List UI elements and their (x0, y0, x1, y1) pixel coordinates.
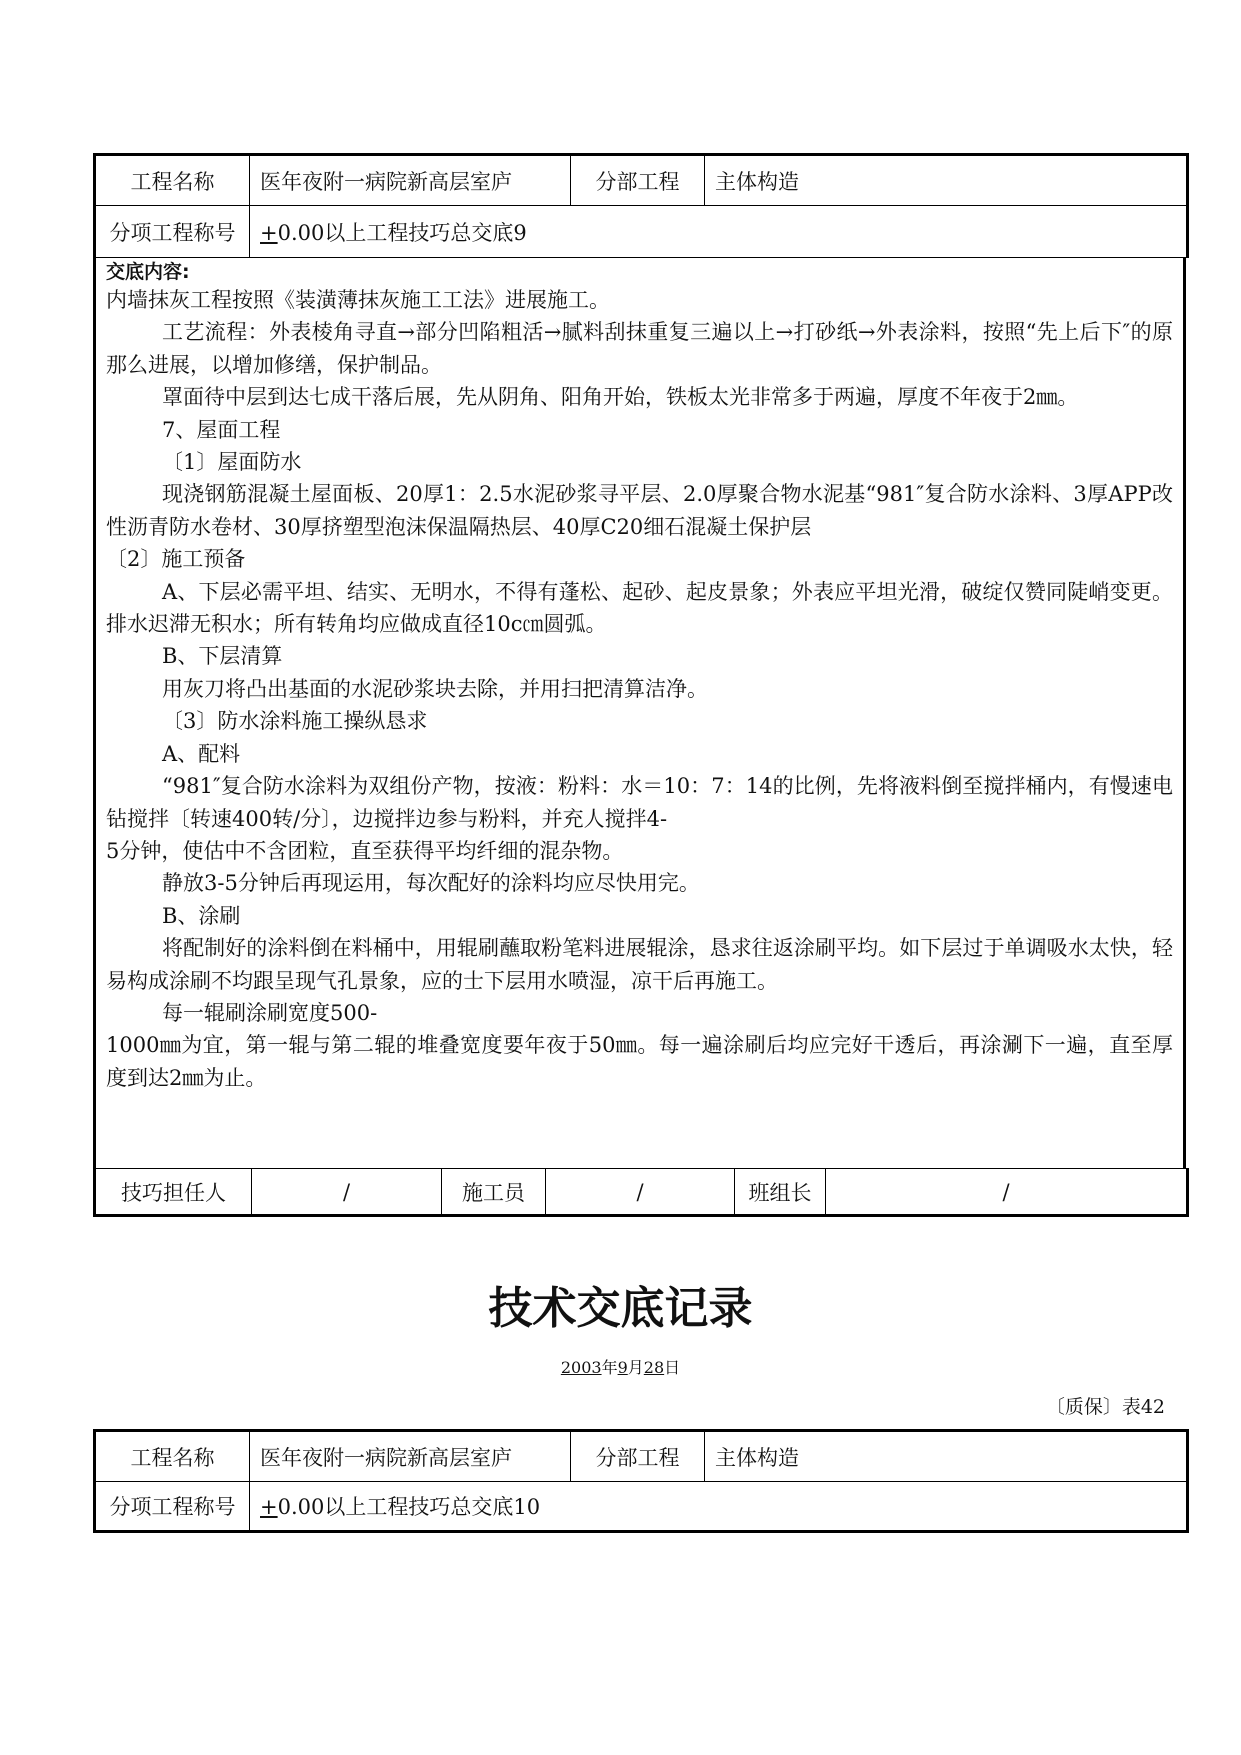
project-name-label: 工程名称 (95, 155, 250, 206)
subitem-text: 0.00以上工程技巧总交底10 (277, 1495, 541, 1519)
signature-table (93, 1168, 1189, 1217)
date-day-unit: 日 (664, 1358, 681, 1377)
subitem-text: 0.00以上工程技巧总交底9 (277, 220, 527, 245)
team-leader-value: / (826, 1169, 1188, 1216)
paragraph: B、涂刷 (162, 903, 241, 928)
tech-lead-value: / (252, 1169, 442, 1216)
plus-minus-sign: + (260, 220, 278, 245)
plus-minus-sign: + (260, 1495, 278, 1519)
tech-lead-label: 技巧担任人 (95, 1169, 252, 1216)
paragraph: 1000㎜为宜，第一辊与第二辊的堆叠宽度要年夜于50㎜。每一遍涂刷后均应完好干透后，再涂涮下一遍，直至厚度到达2㎜为止。 (106, 1033, 1173, 1090)
date-month: 9 (617, 1358, 628, 1377)
subitem-value (250, 206, 1188, 258)
record1-header-table (93, 153, 1189, 258)
date-year: 2003 (560, 1358, 602, 1377)
date-day: 28 (643, 1358, 665, 1377)
paragraph: 〔3〕防水涂料施工操纵恳求 (162, 709, 428, 734)
paragraph: 7、屋面工程 (162, 417, 281, 442)
team-leader-label: 班组长 (735, 1169, 826, 1216)
record-date (0, 1355, 1241, 1378)
worker-label: 施工员 (442, 1169, 546, 1216)
form-number: 〔质保〕表42 (1045, 1396, 1165, 1418)
project-name-label: 工程名称 (95, 1431, 250, 1482)
worker-value: / (546, 1169, 735, 1216)
paragraph: 工艺流程：外表棱角寻直→部分凹陷粗活→腻料刮抹重复三遍以上→打砂纸→外表涂料，按照“先上后下″的原那么进展，以增加修缮，保护制品。 (106, 320, 1173, 377)
paragraph: B、下层清算 (162, 644, 283, 669)
paragraph: 〔2〕施工预备 (106, 547, 246, 572)
project-name-value: 医年夜附一病院新高层室庐 (250, 155, 571, 206)
paragraph: 罩面待中层到达七成干落后展，先从阴角、阳角开始，铁板太光非常多于两遍，厚度不年夜于2㎜。 (162, 385, 1079, 410)
subitem-value (250, 1482, 1188, 1532)
paragraph: 将配制好的涂料倒在料桶中，用辊刷蘸取粉笔料进展辊涂，恳求往返涂刷平均。如下层过于单调吸水太快，轻易构成涂刷不均跟呈现气孔景象，应的士下层用水喷湿，凉干后再施工。 (106, 936, 1173, 993)
paragraph: A、下层必需平坦、结实、无明水，不得有蓬松、起砂、起皮景象；外表应平坦光滑，破绽仅赞同陡峭变更。排水迟滞无积水；所有转角均应做成直径10c㎝圆弧。 (106, 579, 1173, 637)
subitem-label: 分项工程称号 (95, 1482, 250, 1532)
division-label: 分部工程 (571, 155, 705, 206)
paragraph: 每一辊刷涂刷宽度500- (162, 1000, 378, 1025)
project-name-value: 医年夜附一病院新高层室庐 (250, 1431, 571, 1482)
paragraph: 〔1〕屋面防水 (162, 450, 302, 475)
content-heading: 交底内容: (106, 261, 190, 283)
date-month-unit: 月 (627, 1358, 644, 1377)
subitem-label: 分项工程称号 (95, 206, 250, 258)
date-year-unit: 年 (601, 1358, 618, 1377)
paragraph: 静放3-5分钟后再现运用，每次配好的涂料均应尽快用完。 (162, 871, 700, 896)
paragraph: 5分钟，使估中不含团粒，直至获得平均纤细的混杂物。 (106, 838, 624, 863)
paragraph: A、配料 (162, 741, 241, 766)
disclosure-content (93, 258, 1186, 1168)
division-value: 主体构造 (705, 1431, 1188, 1482)
paragraph: 用灰刀将凸出基面的水泥砂浆块去除，并用扫把清算洁净。 (162, 676, 708, 701)
page-title: 技术交底记录 (488, 1283, 753, 1334)
division-label: 分部工程 (571, 1431, 705, 1482)
paragraph: “981″复合防水涂料为双组份产物，按液：粉料：水＝10：7：14的比例，先将液料倒至搅拌桶内，有慢速电钻搅拌〔转速400转/分〕，边搅拌边参与粉料，并充人搅拌4- (106, 774, 1173, 831)
paragraph: 内墙抹灰工程按照《装潢薄抹灰施工工法》进展施工。 (106, 288, 610, 312)
paragraph: 现浇钢筋混凝土屋面板、20厚1：2.5水泥砂浆寻平层、2.0厚聚合物水泥基“981″复合防水涂料、3厚APP改性沥青防水卷材、30厚挤塑型泡沫保温隔热层、40厚C20细石混凝土保护层 (106, 482, 1173, 539)
division-value: 主体构造 (705, 155, 1188, 206)
record2-header-table (93, 1429, 1189, 1533)
